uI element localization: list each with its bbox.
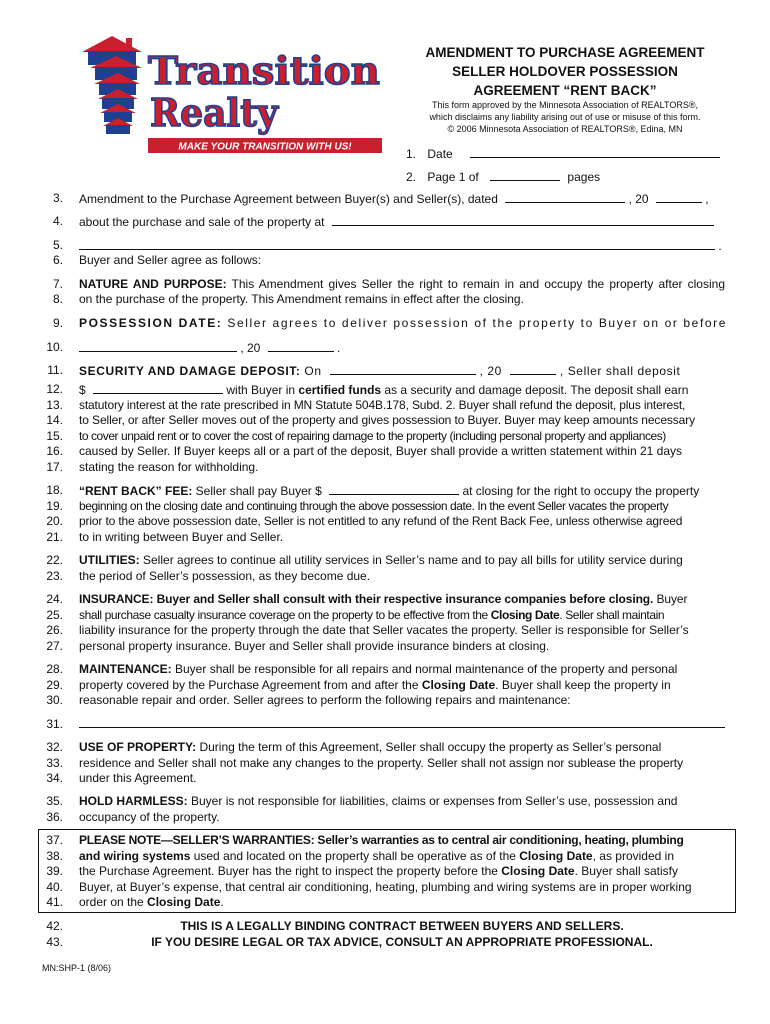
text: , Seller shall deposit [559,364,681,378]
possession-year-input[interactable] [268,340,334,352]
text: This Amendment gives Seller the right to remain in and occupy the property after closing [226,277,725,291]
date-input[interactable] [470,146,720,158]
year-input[interactable] [656,191,702,203]
text: property covered by the Purchase Agreement from and after the [79,678,422,692]
form-id: MN:SHP-1 (8/06) [42,963,112,973]
line-26: liability insurance for the property through the date that Seller vacates the property. Seller is responsible for Seller’s [79,623,689,637]
section-heading: INSURANCE: Buyer and Seller shall consult with their respective insurance companies before closing. [79,592,654,606]
line-6: Buyer and Seller agree as follows: [79,253,262,267]
text: Seller agrees to continue all utility services in Seller’s name and to pay all bills for utility service during [139,553,683,567]
text: used and located on the property shall be operative as of the [190,849,520,863]
text: at closing for the right to occupy the property [462,484,700,498]
line-number: 8. [52,292,63,306]
line-10 [79,340,725,357]
text: During the term of this Agreement, Seller shall occupy the property as Seller’s personal [196,740,662,754]
line-number: 2. [406,170,417,184]
line-number: 41. [46,895,63,909]
line-number: 28. [46,662,63,676]
page-of-label: Page 1 of [427,170,479,184]
line-number: 35. [46,794,63,808]
line-number: 7. [52,277,63,291]
line-9 [79,316,728,332]
line-11 [79,363,725,380]
section-heading: NATURE AND PURPOSE: [79,277,227,291]
rent-back-fee-input[interactable] [329,483,459,495]
property-address-input[interactable] [332,214,714,226]
text: and wiring systems [79,849,191,863]
text: as a security and damage deposit. The deposit shall earn [381,383,689,397]
line-3 [79,191,725,208]
line-13: statutory interest at the rate prescribed in MN Statute 504B.178, Subd. 2. Buyer shall refund the deposit, plus interest, [79,398,686,412]
line-number: 39. [46,864,63,878]
text: , 20 [479,364,502,378]
line-33: residence and Seller shall not make any changes to the property. Seller shall not assign nor sublease the property [79,756,684,770]
line-number: 32. [46,740,63,754]
line-8: on the purchase of the property. This Amendment remains in effect after the closing. [79,292,524,306]
line-number: 9. [52,316,63,330]
text: . [220,895,224,909]
line-number: 3. [52,191,63,205]
form-title-line2: SELLER HOLDOVER POSSESSION [452,64,678,79]
text: , as provided in [592,849,674,863]
text: certified funds [298,383,382,397]
text: Seller shall pay Buyer $ [192,484,322,498]
date-field-row [406,146,720,161]
approval-line1: This form approved by the Minnesota Association of REALTORS®, [432,100,698,110]
line-37: PLEASE NOTE—SELLER’S WARRANTIES: Seller’s warranties as to central air conditioning, heating, plumbing [79,833,684,847]
property-address-cont-input[interactable] [79,238,715,250]
line-17: stating the reason for withholding. [79,460,259,474]
line-14: to Seller, or after Seller moves out of the property and gives possession to Buyer. Buyer may keep amounts necessary [79,413,696,427]
line-number: 15. [46,429,63,443]
dated-input[interactable] [505,191,625,203]
line-29 [79,678,725,694]
deposit-year-input[interactable] [510,363,556,375]
repairs-input[interactable] [79,727,725,728]
approval-line2: which disclaims any liability arising out of use or misuse of this form. [429,112,701,122]
pages-label: pages [567,170,601,184]
line-number: 4. [52,214,63,228]
line-30: reasonable repair and order. Seller agrees to perform the following repairs and maintenance: [79,693,571,707]
line-number: 42. [46,919,63,933]
text: , 20 [628,192,649,206]
line-number: 30. [46,693,63,707]
text: . [337,341,341,355]
line-number: 21. [46,530,63,544]
line-number: 12. [46,382,63,396]
text: . Seller shall maintain [559,608,665,622]
line-number: 17. [46,460,63,474]
line-number: 38. [46,849,63,863]
line-23: the period of Seller’s possession, as they become due. [79,569,371,583]
text: Buyer shall be responsible for all repairs and normal maintenance of the property and personal [171,662,678,676]
line-7 [79,277,725,293]
line-number: 40. [46,880,63,894]
legal-notice-1: THIS IS A LEGALLY BINDING CONTRACT BETWEEN BUYERS AND SELLERS. [180,919,624,933]
line-22 [79,553,725,569]
section-heading: SECURITY AND DAMAGE DEPOSIT: [79,364,301,378]
logo-line1: Transition [148,48,380,93]
logo-line2: Realty [150,90,279,135]
text: Seller agrees to deliver possession of the property to Buyer on or before [222,316,728,330]
line-number: 37. [46,833,63,847]
line-number: 26. [46,623,63,637]
total-pages-input[interactable] [490,169,560,181]
transition-realty-logo [78,34,386,154]
section-heading: UTILITIES: [79,553,140,567]
text: , [705,192,709,206]
line-36: occupancy of the property. [79,810,220,824]
line-number: 10. [46,340,63,354]
text: Amendment to the Purchase Agreement between Buyer(s) and Seller(s), dated [79,192,498,206]
line-number: 14. [46,413,63,427]
line-24 [79,592,725,608]
deposit-date-input[interactable] [330,363,476,375]
line-number: 27. [46,639,63,653]
line-number: 18. [46,483,63,497]
line-number: 33. [46,756,63,770]
text: Closing Date [421,678,496,692]
line-number: 13. [46,398,63,412]
line-38 [79,849,725,865]
text: , 20 [240,341,261,355]
page-count-row [406,169,600,184]
section-heading: POSSESSION DATE: [79,316,223,330]
line-39 [79,864,725,880]
approval-line3: © 2006 Minnesota Association of REALTORS®, Edina, MN [447,124,683,134]
line-number: 5. [52,238,63,252]
line-4 [79,214,725,231]
line-15: to cover unpaid rent or to cover the cost of repairing damage to the property (including personal property and appliances) [79,429,666,443]
line-number: 16. [46,444,63,458]
line-number: 31. [46,717,63,731]
possession-date-input[interactable] [79,340,237,352]
line-number: 43. [46,935,63,949]
logo-tagline: MAKE YOUR TRANSITION WITH US! [178,141,352,153]
text: . Buyer shall satisfy [574,864,678,878]
text: . Buyer shall keep the property in [495,678,671,692]
line-number: 29. [46,678,63,692]
text: Closing Date [490,608,560,622]
line-19: beginning on the closing date and continuing through the above possession date. In the event Seller vacates the property [79,499,669,513]
text: Closing Date [519,849,593,863]
line-number: 6. [52,253,63,267]
line-number: 34. [46,771,63,785]
line-12 [79,382,725,399]
text: about the purchase and sale of the property at [79,215,325,229]
line-number: 22. [46,553,63,567]
line-34: under this Agreement. [79,771,197,785]
text: Buyer [653,592,688,606]
line-18 [79,483,725,500]
section-heading: MAINTENANCE: [79,662,172,676]
text: Closing Date [147,895,221,909]
line-25 [79,608,725,624]
line-number: 20. [46,514,63,528]
text: Closing Date [501,864,575,878]
line-28 [79,662,725,678]
line-40: Buyer, at Buyer’s expense, that central air conditioning, heating, plumbing and wiring systems are in proper working [79,880,692,894]
line-number: 23. [46,569,63,583]
text: the Purchase Agreement. Buyer has the right to inspect the property before the [79,864,502,878]
text: shall purchase casualty insurance coverage on the property to be effective from the [79,608,491,622]
date-label: Date [427,147,453,161]
line-number: 24. [46,592,63,606]
text: Buyer is not responsible for liabilities, claims or expenses from Seller’s use, possession and [187,794,678,808]
line-20: prior to the above possession date, Seller is not entitled to any refund of the Rent Back Fee, unless otherwise agreed [79,514,683,528]
legal-notice-2: IF YOU DESIRE LEGAL OR TAX ADVICE, CONSULT AN APPROPRIATE PROFESSIONAL. [151,935,653,949]
house-stack-icon [82,36,142,134]
line-21: to in writing between Buyer and Seller. [79,530,284,544]
text: order on the [79,895,148,909]
deposit-amount-input[interactable] [93,382,223,394]
line-number: 36. [46,810,63,824]
section-heading: USE OF PROPERTY: [79,740,197,754]
text: $ [79,383,86,397]
section-heading: “RENT BACK” FEE: [79,484,193,498]
line-number: 25. [46,608,63,622]
line-32 [79,740,725,756]
line-number: 11. [47,363,63,377]
text: . [718,239,722,253]
line-35 [79,794,725,810]
form-title-line3: AGREEMENT “RENT BACK” [473,83,657,98]
line-16: caused by Seller. If Buyer keeps all or a part of the deposit, Buyer shall provide a written statement within 21 days [79,444,682,458]
text: with Buyer in [223,383,299,397]
line-number: 19. [46,499,63,513]
line-27: personal property insurance. Buyer and Seller shall provide insurance binders at closing. [79,639,550,653]
section-heading: HOLD HARMLESS: [79,794,188,808]
line-number: 1. [406,147,417,161]
text: On [300,364,322,378]
form-title-line1: AMENDMENT TO PURCHASE AGREEMENT [425,45,705,60]
line-41 [79,895,725,911]
